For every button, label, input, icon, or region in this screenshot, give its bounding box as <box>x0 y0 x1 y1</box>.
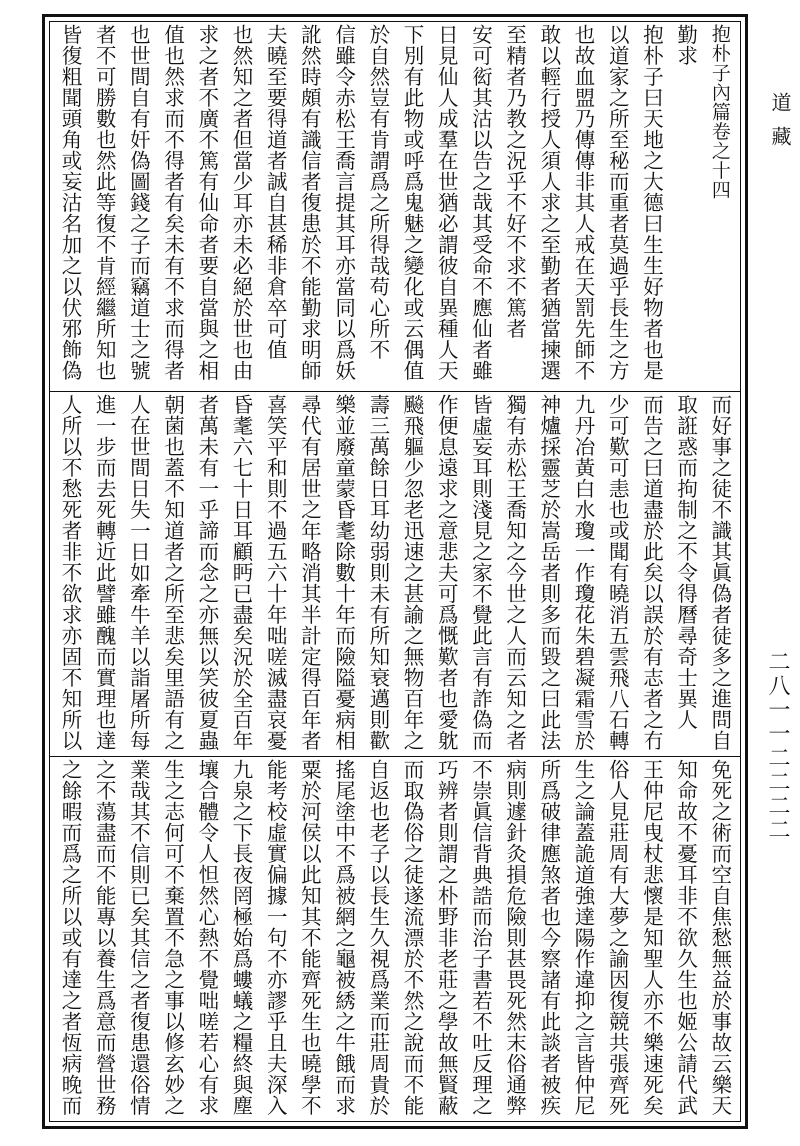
text-column: 生之論蓋詭道強達陽作違抑之言皆仲尼 <box>571 759 596 1116</box>
text-column: 值也然求而不得者有矣未有不求而得者 <box>160 24 185 381</box>
text-column: 抱朴子曰天地之大德曰生生好物者也是 <box>639 24 664 381</box>
text-column: 九丹冶黃白水瓊一作瓊花朱碧凝霜雪於 <box>571 394 596 751</box>
text-column: 免死之術而空自焦愁無益於事故云樂天 <box>707 759 732 1116</box>
text-column: 喜笑平和則不過五六十年咄嗟滅盡哀憂 <box>263 394 288 751</box>
text-column: 也世間自有奸偽圖錢之子而竊道士之號 <box>126 24 151 381</box>
text-column: 求之者不廣不篤有仙命者要自當與之相 <box>194 24 219 381</box>
text-column: 業哉其不信則已矣其信之者復患還俗情 <box>126 759 151 1116</box>
text-column: 人在世間日失一日如牽牛羊以詣屠所每 <box>126 394 151 751</box>
text-column: 搖尾塗中不爲被網之龜被綉之牛餓而求 <box>331 759 356 1116</box>
text-column: 作便息遠求之意悲夫可爲慨歎者也愛躭 <box>434 394 459 751</box>
text-column: 飈飛軀少忽老迅速之甚諭之無物百年之 <box>400 394 425 751</box>
text-panel-bottom <box>50 759 740 1121</box>
text-column: 不崇眞信背典誥而治子書若不吐反理之 <box>468 759 493 1116</box>
collection-label: 道藏 <box>768 92 792 160</box>
text-column: 昏耄六七十日耳顧眄已盡矣況於全百年 <box>229 394 254 751</box>
text-panel-top <box>50 24 740 390</box>
text-column: 而告之曰道盡於此矣以誤於有志者之冇 <box>639 394 664 751</box>
text-column: 皆復粗聞頭角或妄沽名加之以伏邪飾偽 <box>58 24 82 381</box>
text-column: 取誑惑而拘制之不令得曆尋奇士異人 <box>673 394 698 730</box>
text-column: 之餘暇而爲之所以或有達之者恆病晚而 <box>58 759 82 1116</box>
text-column: 少可歎可恚也或聞有曉消五雲飛八石轉 <box>605 394 630 751</box>
text-column: 日見仙人成羣在世猶必謂彼自異種人天 <box>434 24 459 381</box>
text-column: 尋代有居世之年略消其半計定得百年者 <box>297 394 322 751</box>
text-column: 訛然時頗有識信者復患於不能勤求明師 <box>297 24 322 381</box>
text-column: 勤求 <box>673 24 698 66</box>
text-column: 安可衒其沽以告之哉其受命不應仙者雖 <box>468 24 493 381</box>
text-column: 皆虛妄耳則淺見之家不覺此言有詐偽而 <box>468 394 493 751</box>
text-column: 至精者乃教之況乎不好不求不篤者 <box>502 24 527 339</box>
text-column: 自返也老子以長生久視爲業而莊周貴於 <box>365 759 390 1116</box>
text-column: 於自然豈有肯謂爲之所得哉苟心所不 <box>365 24 390 360</box>
text-column: 神爐採靈芝於嵩岳者則多而毀之曰此法 <box>536 394 561 751</box>
text-column: 以道家之所至秘而重者莫過乎長生之方 <box>605 24 630 381</box>
text-column: 下別有此物或呼爲鬼魅之變化或云偶值 <box>400 24 425 381</box>
text-column: 俗人見莊周有大夢之諭因復競共張齊死 <box>605 759 630 1116</box>
text-column: 巧辨者則謂之朴野非老莊之學故無賢蔽 <box>434 759 459 1116</box>
text-column: 生之志何可不棄置不急之事以修玄妙之 <box>160 759 185 1116</box>
text-column: 人所以不愁死者非不欲求亦固不知所以 <box>58 394 82 751</box>
text-column: 病則遽針灸損危險則甚畏死然末俗通弊 <box>502 759 527 1116</box>
text-column: 之不蕩盡而不能專以養生爲意而營世務 <box>92 759 117 1116</box>
text-column: 而取偽俗之徒遂流漂於不然之說而不能 <box>400 759 425 1116</box>
text-column: 者萬未有一乎諦而念之亦無以笑彼夏蟲 <box>194 394 219 751</box>
text-column: 夫曉至要得道者誠自甚稀非倉卒可值 <box>263 24 288 360</box>
text-column: 者不可勝數也然此等復不肯經繼所知也 <box>92 24 117 381</box>
text-column: 粟於河侯以此知其不能齊死生也曉學不 <box>297 759 322 1116</box>
text-column: 壽三萬餘日耳幼弱則未有所知衰邁則歡 <box>365 394 390 751</box>
text-column: 信雖令赤松王喬言提其耳亦當同以爲妖 <box>331 24 356 381</box>
text-column: 也故血盟乃傳傳非其人戒在天罰先師不 <box>571 24 596 381</box>
text-column: 能考校虛實偏據一句不亦謬乎且夫深入 <box>263 759 288 1116</box>
page-frame <box>42 14 748 1129</box>
text-column: 九泉之下長夜罔極始爲螻蟻之糧終與塵 <box>229 759 254 1116</box>
text-column: 而好事之徒不識其眞偽者徒多之進問自 <box>707 394 732 751</box>
text-column: 所爲破律應煞者也今察諸有此談者被疾 <box>536 759 561 1116</box>
text-column: 壤合體令人怛然心熱不覺咄嗟若心有求 <box>194 759 219 1116</box>
text-column: 獨有赤松王喬知之今世之人而云知之者 <box>502 394 527 751</box>
panel-divider-1 <box>50 391 740 392</box>
text-column: 進一步而去死轉近此譬雖醜而實理也達 <box>92 394 117 751</box>
text-column: 樂並廢童蒙昏耄除數十年而險隘憂病相 <box>331 394 356 751</box>
page-frame-inner <box>49 21 741 1122</box>
text-column: 也然知之者但當少耳亦未必絕於世也由 <box>229 24 254 381</box>
text-column: 抱朴子內篇卷之十四 <box>708 24 731 200</box>
panel-divider-2 <box>50 756 740 757</box>
text-column: 知命故不憂耳非不欲久生也姬公請代武 <box>673 759 698 1116</box>
text-column: 敢以輕行授人須人求之至勤者猶當揀選 <box>536 24 561 381</box>
text-column: 王仲尼曳杖悲懷是知聖人亦不樂速死矣 <box>639 759 664 1116</box>
page-number: 二八一一二二二二 <box>765 650 790 842</box>
text-panel-middle <box>50 394 740 754</box>
text-column: 朝菌也蓋不知道者之所至悲矣里語有之 <box>160 394 185 751</box>
